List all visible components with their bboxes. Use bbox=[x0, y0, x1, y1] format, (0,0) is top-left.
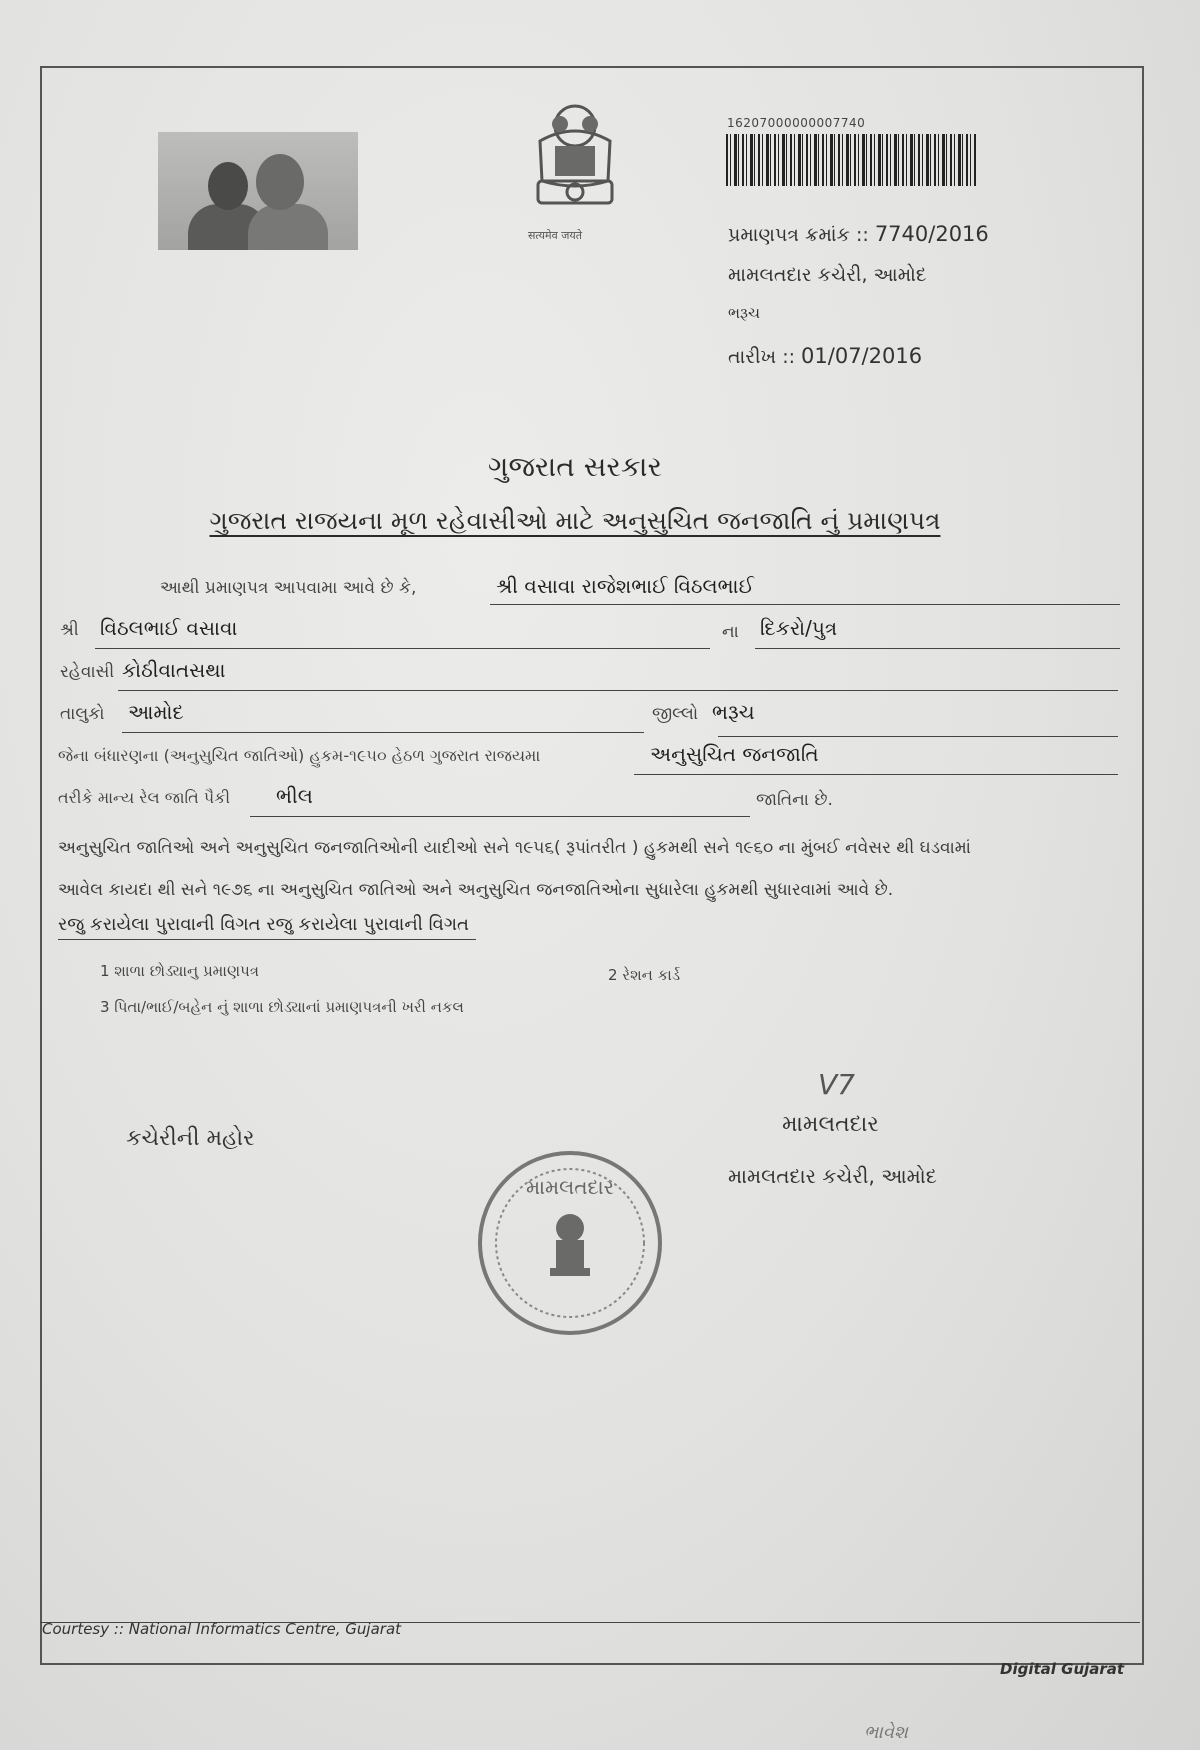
caste: ભીલ bbox=[276, 784, 313, 808]
date-row: તારીખ :: 01/07/2016 bbox=[728, 344, 923, 368]
of-label: ના bbox=[722, 622, 739, 642]
document-border bbox=[40, 66, 1144, 1665]
district-label: જીલ્લો bbox=[652, 704, 699, 724]
office-seal-icon bbox=[470, 1148, 670, 1338]
emblem-motto: सत्यमेव जयते bbox=[528, 229, 583, 242]
shri-label: શ્રી bbox=[60, 620, 79, 640]
evidence-item-2: 2 રેશન કાર્ડ bbox=[608, 966, 681, 984]
resident-label: રહેવાસી bbox=[60, 662, 115, 682]
applicant-photo bbox=[158, 132, 358, 250]
national-emblem-icon bbox=[520, 96, 630, 231]
office-line1: મામલતદાર કચેરી, આમોદ bbox=[728, 264, 927, 286]
order-label: જેના બંધારણના (અનુસુચિત જાતિઓ) હુકમ-૧૯૫૦ હેઠળ ગુજરાત રાજયમા bbox=[58, 746, 541, 765]
office-name: મામલતદાર કચેરી, આમોદ bbox=[728, 1164, 937, 1188]
applicant-name: શ્રી વસાવા રાજેશભાઈ વિઠલભાઈ bbox=[496, 574, 755, 598]
brand-text: Digital Gujarat bbox=[1000, 1660, 1125, 1678]
courtesy-text: Courtesy :: National Informatics Centre, Gujarat bbox=[42, 1620, 402, 1638]
recognized-label: તરીકે માન્ય રેલ જાતિ પૈકી bbox=[58, 788, 231, 807]
evidence-item-1: 1 શાળા છોડ્યાનુ પ્રમાણપત્ર bbox=[100, 962, 259, 980]
evidence-heading: રજુ કરાયેલા પુરાવાની વિગત રજુ કરાયેલા પુરાવાની વિગત bbox=[58, 914, 476, 940]
certificate-number: 7740/2016 bbox=[874, 222, 989, 246]
handwritten-note: ભાવેશ bbox=[864, 1722, 908, 1743]
designation: મામલતદાર bbox=[782, 1112, 879, 1137]
taluka-label: તાલુકો bbox=[60, 704, 105, 724]
intro-label: આથી પ્રમાણપત્ર આપવામા આવે છે કે, bbox=[160, 578, 417, 598]
certificate-number-label: પ્રમાણપત્ર ક્રમાંક bbox=[728, 224, 850, 246]
category: અનુસુચિત જનજાતિ bbox=[650, 742, 819, 766]
seal-text: મામલતદાર bbox=[526, 1175, 614, 1199]
evidence-item-3: 3 પિતા/ભાઈ/બહેન નું શાળા છોડ્યાનાં પ્રમાણપત્રની ખરી નકલ bbox=[100, 998, 464, 1016]
issue-date: 01/07/2016 bbox=[801, 344, 923, 368]
relation: દિકરો/પુત્ર bbox=[760, 616, 838, 640]
father-name: વિઠલભાઈ વસાવા bbox=[100, 616, 238, 640]
certificate-title: ગુજરાત રાજયના મૂળ રહેવાસીઓ માટે અનુસુચિત જનજાતિ નું પ્રમાણપત્ર bbox=[209, 506, 941, 535]
barcode-number: 16207000000007740 bbox=[727, 116, 866, 130]
certificate-number-row: પ્રમાણપત્ર ક્રમાંક :: 7740/2016 bbox=[728, 222, 989, 246]
legal-paragraph-line1: અનુસુચિત જાતિઓ અને અનુસુચિત જનજાતિઓની યાદીઓ સને ૧૯૫૬( રૂપાંતરીત ) હુકમથી સને ૧૯૬૦ ના મુંબઈ નવેસર થી ઘડવામાં bbox=[58, 838, 971, 858]
barcode bbox=[726, 134, 976, 186]
signature-mark: V7 bbox=[818, 1068, 855, 1101]
residence: કોઠીવાતસથા bbox=[122, 658, 226, 682]
district: ભરૂચ bbox=[712, 700, 755, 724]
office-seal-label: કચેરીની મહોર bbox=[126, 1126, 255, 1151]
date-label: તારીખ bbox=[728, 346, 777, 368]
office-line2: ભરૂચ bbox=[728, 304, 760, 322]
caste-suffix: જાતિના છે. bbox=[756, 790, 833, 810]
taluka: આમોદ bbox=[128, 700, 184, 724]
government-title: ગુજરાત સરકાર bbox=[488, 450, 662, 483]
legal-paragraph-line2: આવેલ કાયદા થી સને ૧૯૭૬ ના અનુસુચિત જાતિઓ અને અનુસુચિત જનજાતિઓના સુધારેલા હુકમથી સુધારવામાં આવે છે. bbox=[58, 880, 894, 900]
